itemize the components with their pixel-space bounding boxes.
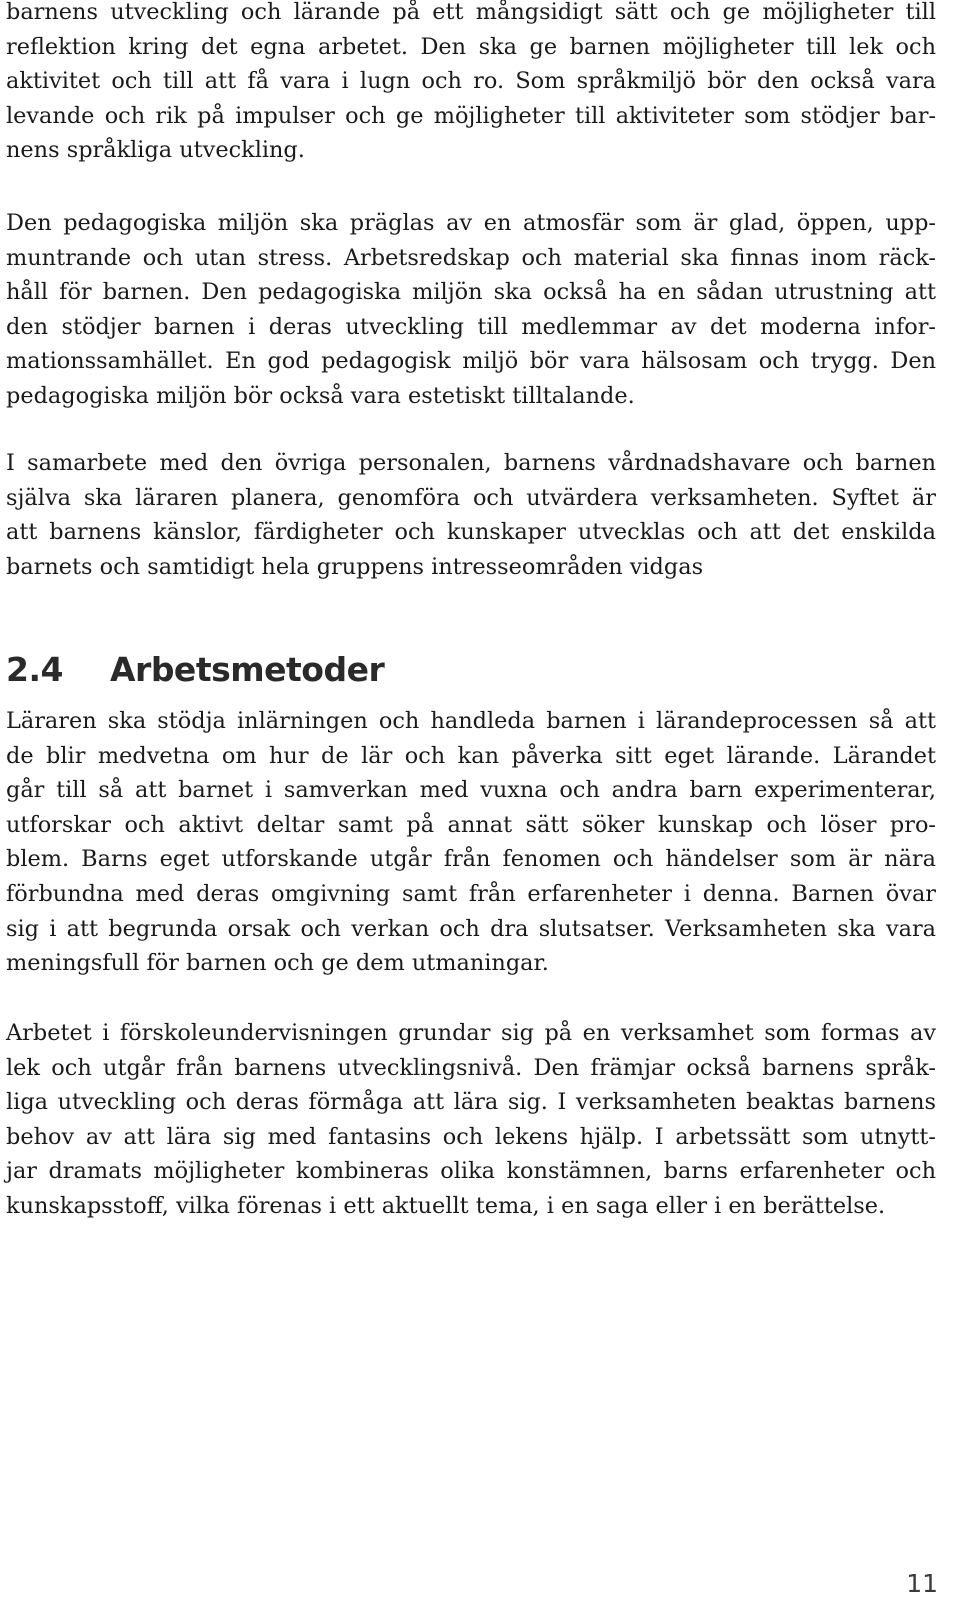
text-line: muntrande och utan stress. Arbetsredskap och material ska finnas inom räck- <box>6 244 936 271</box>
paragraph-2 <box>6 206 936 414</box>
text-line: förbundna med deras omgivning samt från erfarenheter i denna. Barnen övar <box>6 880 936 907</box>
text-line: liga utveckling och deras förmåga att lära sig. I verksamheten beaktas barnens <box>6 1089 936 1116</box>
section-heading <box>6 650 936 690</box>
text-line: reflektion kring det egna arbetet. Den ska ge barnen möjligheter till lek och <box>6 33 936 60</box>
text-line: utforskar och aktivt deltar samt på annat sätt söker kunskap och löser pro- <box>6 811 936 838</box>
text-line: kunskapsstoff, vilka förenas i ett aktuellt tema, i en saga eller i en berättelse. <box>6 1192 886 1219</box>
text-line: Den pedagogiska miljön ska präglas av en atmosfär som är glad, öppen, upp- <box>6 210 936 236</box>
text-line: Arbetet i förskoleundervisningen grundar sig på en verksamhet som formas av <box>6 1020 936 1046</box>
paragraph-5 <box>6 1016 936 1224</box>
text-line: de blir medvetna om hur de lär och kan påverka sitt eget lärande. Lärandet <box>6 742 936 769</box>
text-line: blem. Barns eget utforskande utgår från fenomen och händelser som är nära <box>6 846 936 873</box>
paragraph-3 <box>6 446 936 584</box>
text-line: I samarbete med den övriga personalen, barnens vårdnadshavare och barnen <box>6 450 936 476</box>
text-line: levande och rik på impulser och ge möjligheter till aktiviteter som stödjer bar- <box>6 102 936 129</box>
text-line: Läraren ska stödja inlärningen och handleda barnen i lärandeprocessen så att <box>6 708 936 734</box>
section-number: 2.4 <box>6 650 63 689</box>
text-line: aktivitet och till att få vara i lugn och ro. Som språkmiljö bör den också vara <box>6 68 936 95</box>
text-line: mationssamhället. En god pedagogisk miljö bör vara hälsosam och trygg. Den <box>6 348 936 375</box>
section-title: Arbetsmetoder <box>110 650 385 689</box>
paragraph-1 <box>6 0 936 168</box>
text-line: den stödjer barnen i deras utveckling till medlemmar av det moderna infor- <box>6 313 936 340</box>
page-number: 11 <box>906 1569 938 1598</box>
text-line: sig i att begrunda orsak och verkan och dra slutsatser. Verksamheten ska vara <box>6 915 936 942</box>
text-line: pedagogiska miljön bör också vara estetiskt tilltalande. <box>6 382 635 409</box>
text-line: barnens utveckling och lärande på ett mångsidigt sätt och ge möjligheter till <box>6 0 936 25</box>
text-line: barnets och samtidigt hela gruppens intresseområden vidgas <box>6 553 704 580</box>
text-line: lek och utgår från barnens utvecklingsnivå. Den främjar också barnens språk- <box>6 1054 936 1081</box>
text-line: behov av att lära sig med fantasins och lekens hjälp. I arbetssätt som utnytt- <box>6 1123 936 1150</box>
text-line: att barnens känslor, färdigheter och kunskaper utvecklas och att det enskilda <box>6 519 936 546</box>
text-line: håll för barnen. Den pedagogiska miljön ska också ha en sådan utrustning att <box>6 279 936 306</box>
text-line: meningsfull för barnen och ge dem utmaningar. <box>6 950 549 977</box>
paragraph-4 <box>6 704 936 981</box>
text-line: jar dramats möjligheter kombineras olika konstämnen, barns erfarenheter och <box>6 1158 936 1185</box>
text-line: själva ska läraren planera, genomföra och utvärdera verksamheten. Syftet är <box>6 484 936 511</box>
text-line: går till så att barnet i samverkan med vuxna och andra barn experimenterar, <box>6 777 936 804</box>
text-line: nens språkliga utveckling. <box>6 137 305 164</box>
